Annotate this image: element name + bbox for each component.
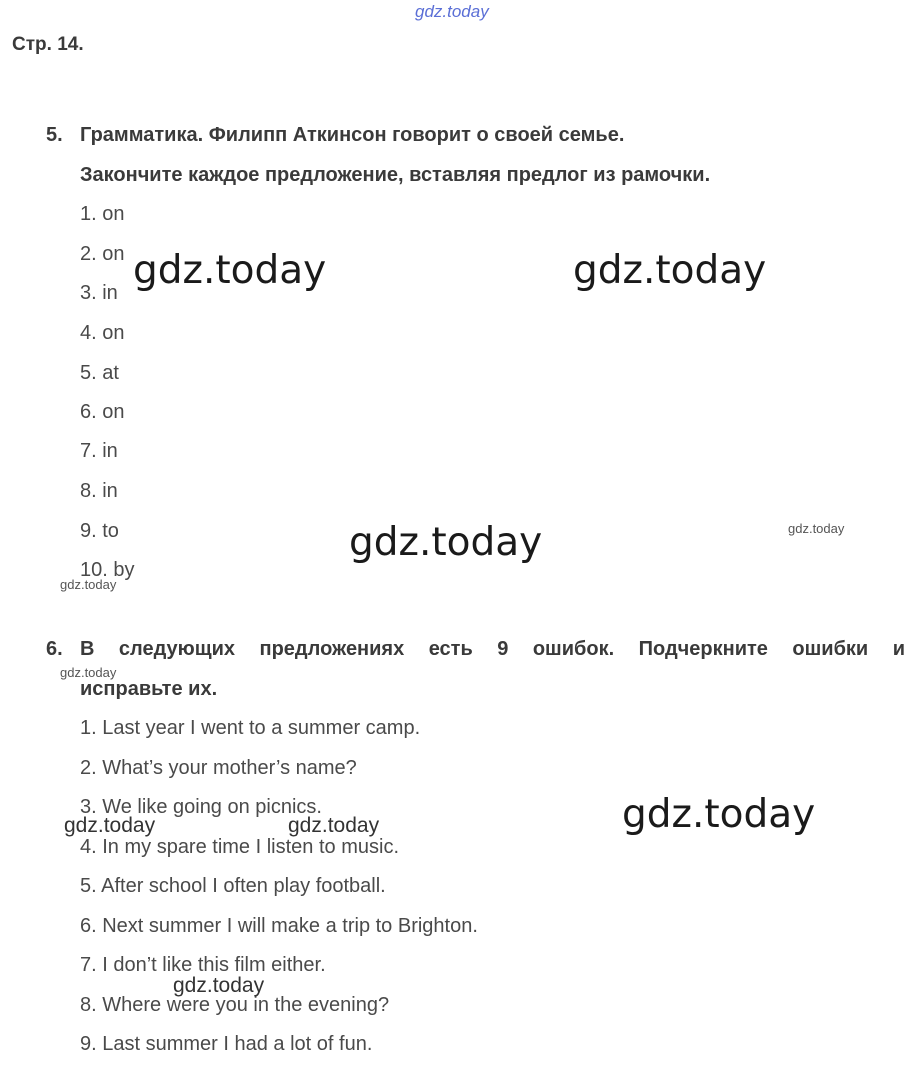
answer-item: 5. at: [80, 362, 119, 384]
answer-item: 10. by: [80, 559, 135, 581]
watermark: gdz.today: [573, 248, 767, 293]
watermark: gdz.today: [788, 521, 845, 536]
answer-item: 2. on: [80, 243, 125, 265]
sentence-item: 5. After school I often play football.: [80, 875, 386, 897]
watermark: gdz.today: [349, 520, 543, 565]
watermark: gdz.today: [60, 577, 117, 592]
answer-item: 6. on: [80, 401, 125, 423]
page-label: Стр. 14.: [12, 34, 84, 55]
task6-number: 6.: [46, 638, 63, 660]
answer-item: 3. in: [80, 282, 118, 304]
watermark: gdz.today: [622, 792, 816, 837]
sentence-item: 1. Last year I went to a summer camp.: [80, 717, 421, 739]
task5-number: 5.: [46, 124, 63, 146]
watermark-top: gdz.today: [415, 2, 489, 21]
watermark: gdz.today: [60, 665, 117, 680]
answer-item: 4. on: [80, 322, 125, 344]
watermark: gdz.today: [173, 974, 265, 997]
sentence-item: 3. We like going on picnics.: [80, 796, 322, 818]
task5-title: Грамматика. Филипп Аткинсон говорит о своей семье.: [80, 124, 625, 146]
answer-item: 1. on: [80, 203, 125, 225]
sentence-item: 4. In my spare time I listen to music.: [80, 836, 399, 858]
task6-title-line1: В следующих предложениях есть 9 ошибок. Подчеркните ошибки и: [80, 638, 905, 660]
task6-title-line2: исправьте их.: [80, 678, 218, 700]
watermark: gdz.today: [288, 814, 380, 837]
sentence-item: 7. I don’t like this film either.: [80, 954, 326, 976]
sentence-item: 8. Where were you in the evening?: [80, 994, 390, 1016]
watermark: gdz.today: [133, 248, 327, 293]
sentence-item: 6. Next summer I will make a trip to Brighton.: [80, 915, 478, 937]
sentence-item: 2. What’s your mother’s name?: [80, 757, 357, 779]
answer-item: 8. in: [80, 480, 118, 502]
answer-item: 7. in: [80, 440, 118, 462]
sentence-item: 9. Last summer I had a lot of fun.: [80, 1033, 373, 1055]
watermark: gdz.today: [64, 814, 156, 837]
task5-instruction: Закончите каждое предложение, вставляя предлог из рамочки.: [80, 164, 711, 186]
answer-item: 9. to: [80, 520, 119, 542]
